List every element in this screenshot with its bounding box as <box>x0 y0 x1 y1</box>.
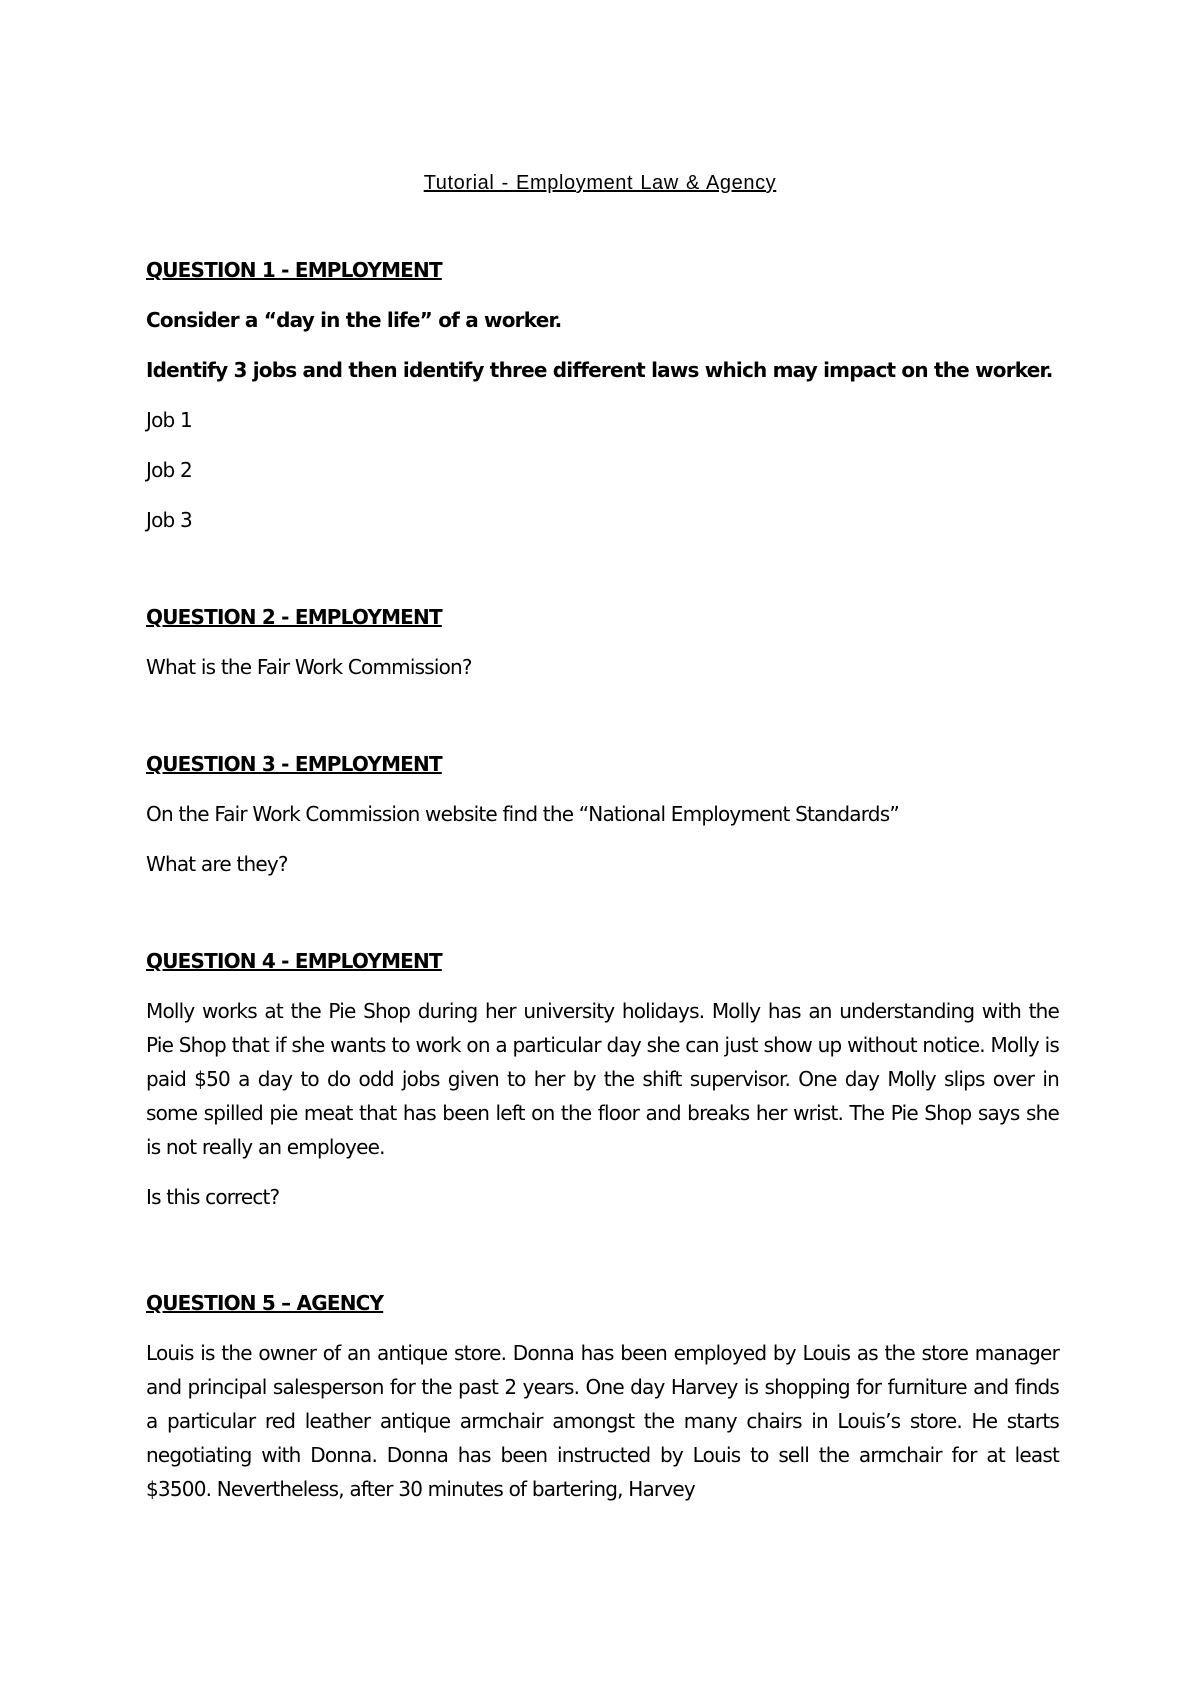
question-4-paragraph: Molly works at the Pie Shop during her university holidays. Molly has an understanding with the Pie Shop that if she wants to work on a particular day she can just show up without notice. Molly is paid $50 a day to do odd jobs given to her by the shift supervisor. One day Molly slips over in some spilled pie meat that has been left on the floor and breaks her wrist. The Pie Shop says she is not really an employee. <box>146 999 1059 1159</box>
question-2 <box>146 600 1059 684</box>
question-1 <box>146 253 1059 537</box>
question-1-line-1: Consider a “day in the life” of a worker. <box>146 308 562 332</box>
question-3 <box>146 747 1059 881</box>
job-item-2: Job 2 <box>146 458 192 482</box>
question-3-line-2: What are they? <box>146 852 288 876</box>
question-5-paragraph: Louis is the owner of an antique store. Donna has been employed by Louis as the store manager and principal salesperson for the past 2 years. One day Harvey is shopping for furniture and finds a particular red leather antique armchair amongst the many chairs in Louis’s store. He starts negotiating with Donna. Donna has been instructed by Louis to sell the armchair for at least $3500. Nevertheless, after 30 minutes of bartering, Harvey <box>146 1341 1059 1501</box>
document-title: Tutorial - Employment Law & Agency <box>423 172 777 194</box>
spacer <box>146 1230 1059 1286</box>
question-1-heading: QUESTION 1 - EMPLOYMENT <box>146 258 442 282</box>
question-4-question: Is this correct? <box>146 1185 280 1209</box>
question-2-heading: QUESTION 2 - EMPLOYMENT <box>146 605 442 629</box>
question-1-line-2: Identify 3 jobs and then identify three different laws which may impact on the worker. <box>146 358 1053 382</box>
spacer <box>146 700 1059 747</box>
document-body <box>146 253 1059 1522</box>
question-5 <box>146 1286 1059 1506</box>
question-3-line-1: On the Fair Work Commission website find the “National Employment Standards” <box>146 802 899 826</box>
question-4-heading: QUESTION 4 - EMPLOYMENT <box>146 949 442 973</box>
job-item-3: Job 3 <box>146 508 192 532</box>
question-5-heading: QUESTION 5 – AGENCY <box>146 1291 384 1315</box>
question-4 <box>146 944 1059 1214</box>
spacer <box>146 553 1059 600</box>
question-3-heading: QUESTION 3 - EMPLOYMENT <box>146 752 442 776</box>
spacer <box>146 897 1059 944</box>
job-item-1: Job 1 <box>146 408 192 432</box>
question-2-text: What is the Fair Work Commission? <box>146 655 472 679</box>
